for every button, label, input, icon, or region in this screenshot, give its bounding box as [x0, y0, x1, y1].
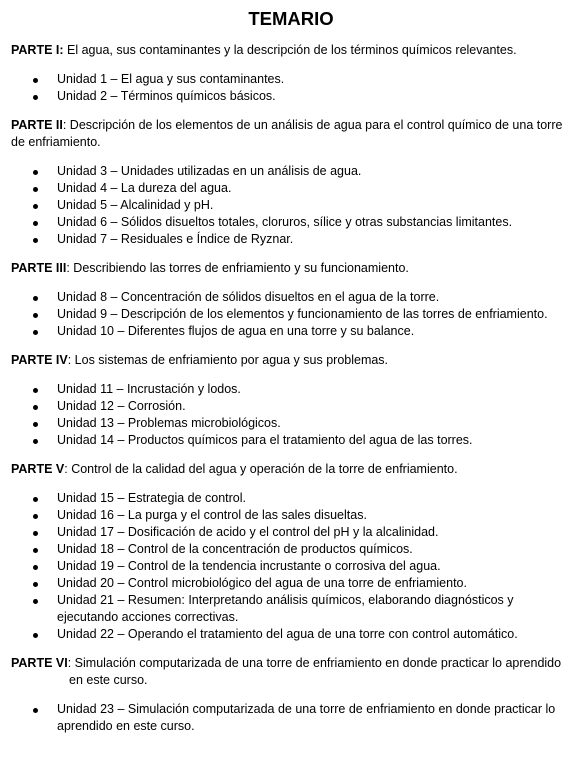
list-item: Unidad 1 – El agua y sus contaminantes. — [57, 71, 571, 88]
list-item: Unidad 19 – Control de la tendencia incrustante o corrosiva del agua. — [57, 558, 571, 575]
list-item: Unidad 6 – Sólidos disueltos totales, cloruros, sílice y otras substancias limitantes. — [57, 214, 571, 231]
part-description: : Los sistemas de enfriamiento por agua y sus problemas. — [67, 353, 389, 367]
part-heading — [11, 117, 571, 151]
list-item: Unidad 2 – Términos químicos básicos. — [57, 88, 571, 105]
part-label: PARTE I: — [11, 43, 64, 57]
list-item: Unidad 23 – Simulación computarizada de una torre de enfriamiento en donde practicar lo aprendido en este curso. — [57, 701, 571, 735]
unit-list — [11, 490, 571, 643]
list-item: Unidad 9 – Descripción de los elementos y funcionamiento de las torres de enfriamiento. — [57, 306, 571, 323]
list-item: Unidad 3 – Unidades utilizadas en un análisis de agua. — [57, 163, 571, 180]
list-item: Unidad 15 – Estrategia de control. — [57, 490, 571, 507]
list-item: Unidad 22 – Operando el tratamiento del agua de una torre con control automático. — [57, 626, 571, 643]
list-item: Unidad 14 – Productos químicos para el tratamiento del agua de las torres. — [57, 432, 571, 449]
part-description: : Control de la calidad del agua y operación de la torre de enfriamiento. — [64, 462, 458, 476]
list-item: Unidad 18 – Control de la concentración de productos químicos. — [57, 541, 571, 558]
list-item: Unidad 20 – Control microbiológico del agua de una torre de enfriamiento. — [57, 575, 571, 592]
unit-list — [11, 381, 571, 449]
document-title: TEMARIO — [248, 8, 334, 29]
unit-list — [11, 701, 571, 735]
part-heading — [11, 461, 571, 478]
list-item: Unidad 21 – Resumen: Interpretando análisis químicos, elaborando diagnósticos y ejecutando acciones correctivas. — [57, 592, 571, 626]
list-item: Unidad 17 – Dosificación de acido y el control del pH y la alcalinidad. — [57, 524, 571, 541]
list-item: Unidad 10 – Diferentes flujos de agua en una torre y su balance. — [57, 323, 571, 340]
part-label: PARTE II — [11, 118, 63, 132]
unit-list — [11, 289, 571, 340]
list-item: Unidad 5 – Alcalinidad y pH. — [57, 197, 571, 214]
list-item: Unidad 4 – La dureza del agua. — [57, 180, 571, 197]
part-heading — [11, 655, 571, 689]
list-item: Unidad 12 – Corrosión. — [57, 398, 571, 415]
unit-list — [11, 163, 571, 248]
part-label: PARTE IV — [11, 353, 68, 367]
unit-list — [11, 71, 571, 105]
list-item: Unidad 11 – Incrustación y lodos. — [57, 381, 571, 398]
list-item: Unidad 8 – Concentración de sólidos disueltos en el agua de la torre. — [57, 289, 571, 306]
list-item: Unidad 16 – La purga y el control de las sales disueltas. — [57, 507, 571, 524]
part-label: PARTE V — [11, 462, 65, 476]
part-description: : Descripción de los elementos de un análisis de agua para el control químico de una torre de enfriamiento. — [11, 118, 563, 149]
part-label: PARTE III — [11, 261, 67, 275]
list-item: Unidad 7 – Residuales e Índice de Ryznar. — [57, 231, 571, 248]
list-item: Unidad 13 – Problemas microbiológicos. — [57, 415, 571, 432]
part-description: : Simulación computarizada de una torre de enfriamiento en donde practicar lo aprendido en este curso. — [67, 656, 562, 687]
part-heading — [11, 42, 571, 59]
part-label: PARTE VI — [11, 656, 68, 670]
part-description: : Describiendo las torres de enfriamiento y su funcionamiento. — [66, 261, 409, 275]
part-heading — [11, 260, 571, 277]
part-heading — [11, 352, 571, 369]
part-description: El agua, sus contaminantes y la descripción de los términos químicos relevantes. — [63, 43, 517, 57]
